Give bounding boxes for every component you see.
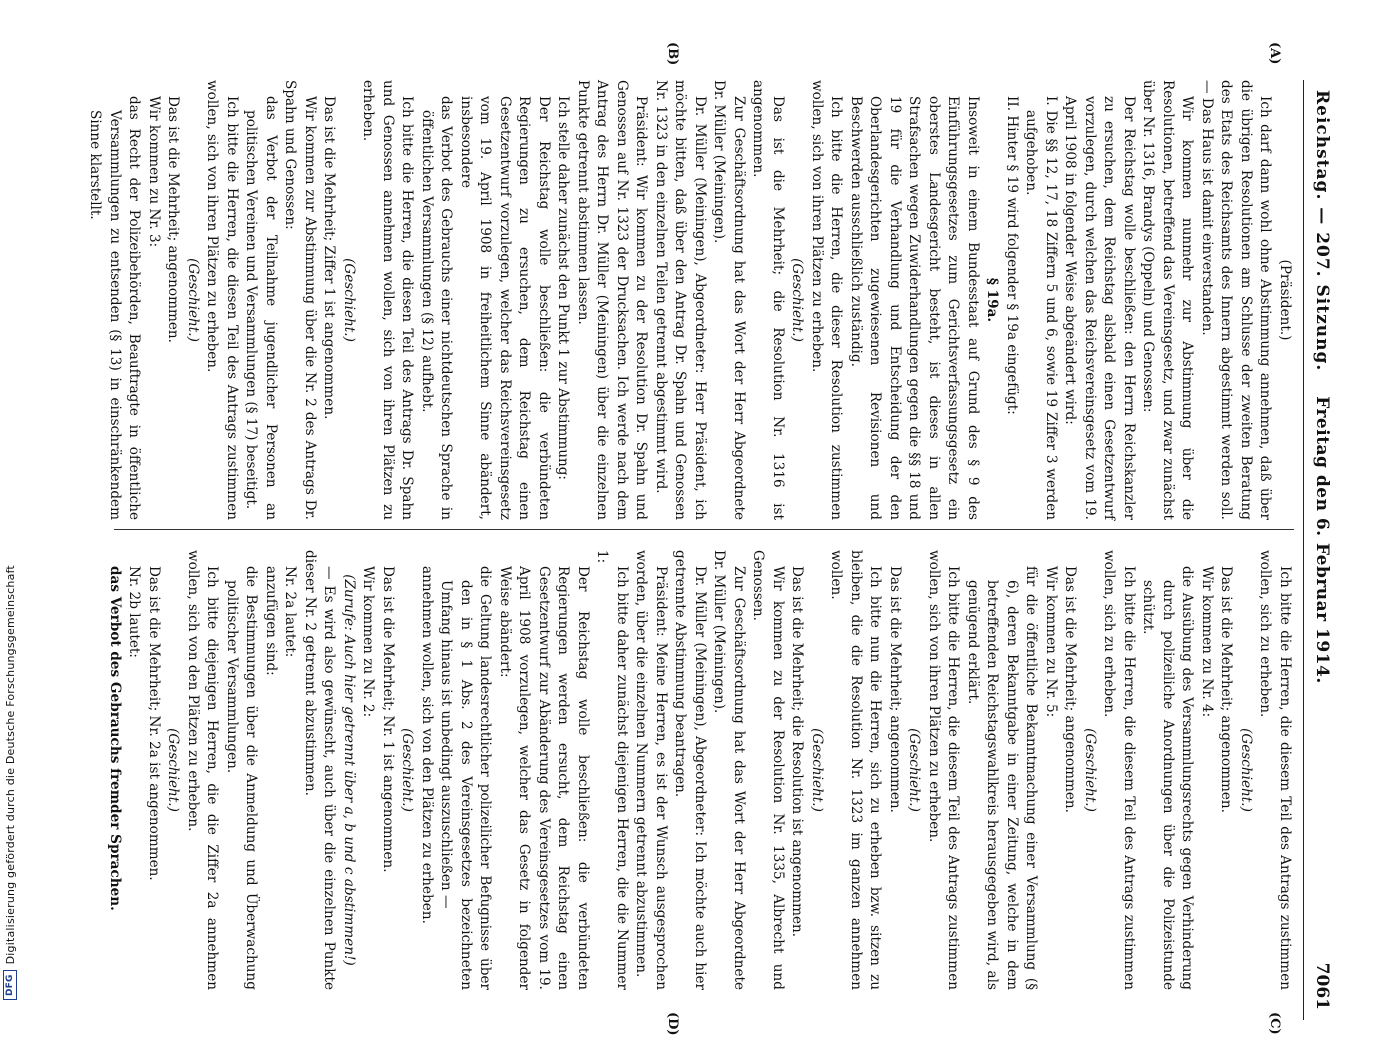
margin-marker-a: (A): [1267, 42, 1282, 65]
paragraph: Wir kommen zu der Resolution Nr. 1335, Albrecht und Genossen.: [750, 550, 786, 990]
paragraph: Ich stelle daher zunächst den Punkt 1 zur Abstimmung:: [555, 96, 572, 481]
stage-note: (Geschieht.): [906, 728, 923, 812]
header-rule: [1303, 80, 1304, 1020]
resolution-item: das Recht der Polizeibehörden, Beauftragte in öffentliche Versammlungen zu entsenden (§ 13) in einschränkendem Sinne klarstellt.: [87, 96, 143, 520]
paragraph: Ich bitte nun die Herren, sich zu erheben bzw. sitzen zu bleiben, die die Resolution Nr. 1323 im ganzen annehmen wollen.: [828, 550, 884, 990]
paragraph: Zur Geschäftsordnung hat das Wort der Herr Abgeordnete Dr. Müller (Meiningen).: [711, 80, 747, 520]
resolution-item: II. Hinter § 19 wird folgender § 19a eingefügt:: [1004, 96, 1020, 415]
resolution-item: die Geltung landesrechtlicher polizeilicher Befugnisse über den in § 1 Abs. 2 des Vereinsgesetzes bezeichneten Umfang hinaus ist unbedingt auszuschließen —: [438, 566, 494, 990]
paragraph: Das ist die Mehrheit; angenommen.: [165, 96, 182, 343]
paragraph: — Es wird also gewünscht, auch über die einzelnen Punkte dieser Nr. 2 getrennt abzustimmen.: [302, 550, 338, 990]
header-date: Freitag den 6. Februar 1914.: [1312, 396, 1332, 684]
resolution-item: das Verbot der Teilnahme jugendlicher Personen an politischen Vereinen und Versammlungen (§ 17) beseitigt.: [243, 96, 279, 520]
digitization-credit: [0, 0, 20, 1000]
resolution-text: Insoweit in einem Bundesstaat auf Grund des § 9 des Einführungsgesetzes zum Gerichtsverfassungsgesetz ein oberstes Landesgericht besteht, ist dieses in allen Strafsachen wegen Zuwiderhandlungen gegen die §§ 18 und 19 für die Verhandlung und Entscheidung der den Oberlandesgerichten zugewiesenen Revisionen und Beschwerden ausschließlich zuständig.: [848, 96, 981, 520]
stage-note: (Geschieht.): [1238, 728, 1254, 812]
speaker-paragraph: Dr. Müller (Meiningen), Abgeordneter: Ich möchte auch hier getrennte Abstimmung beantragen.: [672, 550, 708, 990]
rotated-page: [40, 40, 1340, 1040]
paragraph: Wir kommen zur Abstimmung über die Nr. 2 des Antrags Dr. Spahn und Genossen:: [282, 80, 318, 520]
paragraph: annehmen wollen, sich von den Plätzen zu erheben.: [419, 566, 435, 924]
paragraph: Das ist die Mehrheit; Ziffer 1 ist angenommen.: [321, 96, 338, 420]
paragraph: Ich bitte daher zunächst diejenigen Herren, die die Nummer 1:: [594, 550, 630, 990]
resolution-item: das Verbot des Gebrauchs einer nichtdeutschen Sprache in öffentlichen Versammlungen (§ 12) aufhebt.: [419, 96, 455, 520]
paragraph: Wir kommen zu Nr. 4:: [1199, 566, 1215, 718]
paragraph: Das ist die Mehrheit; die Resolution ist angenommen.: [789, 566, 806, 938]
resolution-item: für die öffentliche Bekanntmachung einer Versammlung (§ 6), deren Bekanntgabe in einer Zeitung, welche in dem betreffenden Reichstagswahlkreis herausgegeben wird, als genügend erklärt.: [965, 566, 1040, 990]
paragraph: Nr. 2a lautet:: [282, 566, 299, 658]
paragraph: Ich bitte die Herren, die diesem Teil des Antrags zustimmen wollen, sich von ihren Plätzen zu erheben.: [926, 550, 962, 990]
paragraph: Wir kommen zu Nr. 5:: [1043, 566, 1059, 718]
resolution-text: Der Reichstag wolle beschließen: die verbündeten Regierungen werden ersucht, dem Reichstag einen Gesetzentwurf zur Abänderung des Vereinsgesetzes vom 19. April 1908 vorzulegen, welcher das Gesetz in folgender Weise abändert:: [497, 566, 591, 990]
margin-marker-b: (B): [665, 42, 680, 66]
resolution-text: anzufügen sind:: [263, 566, 279, 676]
paragraph: Nr. 2b lautet:: [126, 566, 143, 658]
right-column: [105, 550, 1295, 990]
resolution-text: Der Reichstag wolle beschließen: die verbündeten Regierungen zu ersuchen, dem Reichstag einen Gesetzentwurf vorzulegen, welcher das Reichsvereinsgesetz vom 19. April 1908 in freiheitlichem Sinne abändert, insbesondere: [458, 96, 552, 520]
paragraph: (Präsident.): [1277, 259, 1293, 341]
paragraph: Wir kommen nunmehr zur Abstimmung über die Resolutionen, betreffend das Vereinsgesetz, und zwar zunächst über Nr. 1316, Brandys (Oppeln) und Genossen:: [1140, 80, 1196, 520]
stage-note: (Zurufe: Auch hier getrennt über a, b und c abstimmen!): [341, 574, 357, 966]
resolution-item: die Ausübung des Versammlungsrechts gegen Verhinderung durch polizeiliche Anordnungen über die Polizeistunde schützt.: [1140, 566, 1196, 990]
resolution-item: das Verbot des Gebrauchs fremder Sprachen.: [107, 566, 123, 911]
paragraph: Das ist die Mehrheit; angenommen.: [1062, 566, 1079, 813]
paragraph: Ich bitte die Herren, die diesen Teil des Antrags zustimmen wollen, sich von ihren Plätzen zu erheben.: [204, 80, 240, 520]
paragraph: Ich bitte diejenigen Herren, die die Ziffer 2a annehmen wollen, sich von den Plätzen zu erheben.: [185, 550, 221, 990]
margin-marker-d: (D): [665, 1012, 680, 1036]
header-session: Reichstag. — 207. Sitzung.: [1312, 90, 1332, 372]
column-divider: [114, 529, 1294, 530]
left-column: [85, 80, 1294, 520]
paragraph: Das ist die Mehrheit; Nr. 2a ist angenommen.: [146, 566, 162, 881]
digitization-credit-text: Digitalisierung gefördert durch die Deutsche Forschungsgemeinschaft: [3, 565, 17, 965]
resolution-text: Der Reichstag wolle beschließen: den Herrn Reichskanzler zu ersuchen, dem Reichstag alsbald einen Gesetzentwurf vorzulegen, durch welchen das Reichsvereinsgesetz vom 19. April 1908 in folgender Weise abgeändert wird:: [1062, 96, 1137, 520]
stage-note: (Geschieht.): [165, 728, 182, 812]
paragraph: Ich bitte die Herren, die diesem Teil des Antrags zustimmen wollen, sich zu erheben.: [1101, 550, 1137, 990]
resolution-item: I. Die §§ 12, 17, 18 Ziffern 5 und 6, sowie 19 Ziffer 3 werden aufgehoben.: [1023, 96, 1059, 520]
stage-note: (Geschieht.): [185, 258, 201, 342]
paragraph: Wir kommen zu Nr. 3:: [146, 96, 162, 248]
section-heading: § 19a.: [984, 277, 1001, 323]
paragraph: Das ist die Mehrheit; angenommen.: [887, 566, 903, 813]
paragraph: Ich bitte die Herren, die dieser Resolution zustimmen wollen, sich von ihren Plätzen zu erheben.: [809, 80, 845, 520]
dfg-logo: DFG: [3, 970, 17, 1000]
stage-note: (Geschieht.): [341, 258, 357, 342]
resolution-item: die Bestimmungen über die Anmeldung und Überwachung politischer Versammlungen.: [224, 566, 260, 990]
speaker-paragraph: Präsident: Meine Herren, es ist der Wunsch ausgesprochen worden, über die einzelnen Nummern getrennt abzustimmen.: [633, 550, 669, 990]
speaker-paragraph: Präsident: Wir kommen zu der Resolution Dr. Spahn und Genossen auf Nr. 1323 der Drucksachen. Ich werde nach dem Antrag des Herrn Dr. Müller (Meiningen) über die einzelnen Punkte getrennt abstimmen lassen.: [575, 80, 650, 520]
paragraph: Ich darf dann wohl ohne Abstimmung annehmen, daß über die übrigen Resolutionen am Schlusse der zweiten Beratung des Etats des Reichsamts des Innern abgestimmt werden soll. — Das Haus ist damit einverstanden.: [1199, 80, 1274, 520]
stage-note: (Geschieht.): [399, 728, 416, 812]
margin-marker-c: (C): [1267, 1012, 1282, 1035]
paragraph: Ich bitte die Herren, die diesem Teil des Antrags zustimmen wollen, sich zu erheben.: [1257, 550, 1293, 990]
stage-note: (Geschieht.): [1082, 728, 1098, 812]
paragraph: Zur Geschäftsordnung hat das Wort der Herr Abgeordnete Dr. Müller (Meiningen).: [711, 550, 747, 990]
paragraph: Das ist die Mehrheit; Nr. 1 ist angenommen.: [380, 566, 396, 873]
paragraph: Ich bitte die Herren, die diesen Teil des Antrags Dr. Spahn und Genossen annehmen wollen, sich von ihren Plätzen zu erheben.: [360, 80, 416, 520]
speaker-paragraph: Dr. Müller (Meiningen), Abgeordneter: Herr Präsident, ich möchte bitten, daß über den Antrag Dr. Spahn und Genossen Nr. 1323 in den einzelnen Teilen getrennt abgestimmt wird.: [653, 80, 708, 520]
stage-note: (Geschieht.): [789, 258, 806, 342]
stage-note: (Geschieht.): [809, 728, 825, 812]
page-number: 7061: [1312, 962, 1332, 1010]
paragraph: Das ist die Mehrheit; angenommen.: [1218, 566, 1235, 813]
paragraph: Wir kommen zu Nr. 2:: [360, 566, 377, 718]
page-header: [1300, 40, 1340, 1040]
paragraph: Das ist die Mehrheit; die Resolution Nr. 1316 ist angenommen.: [750, 80, 786, 520]
